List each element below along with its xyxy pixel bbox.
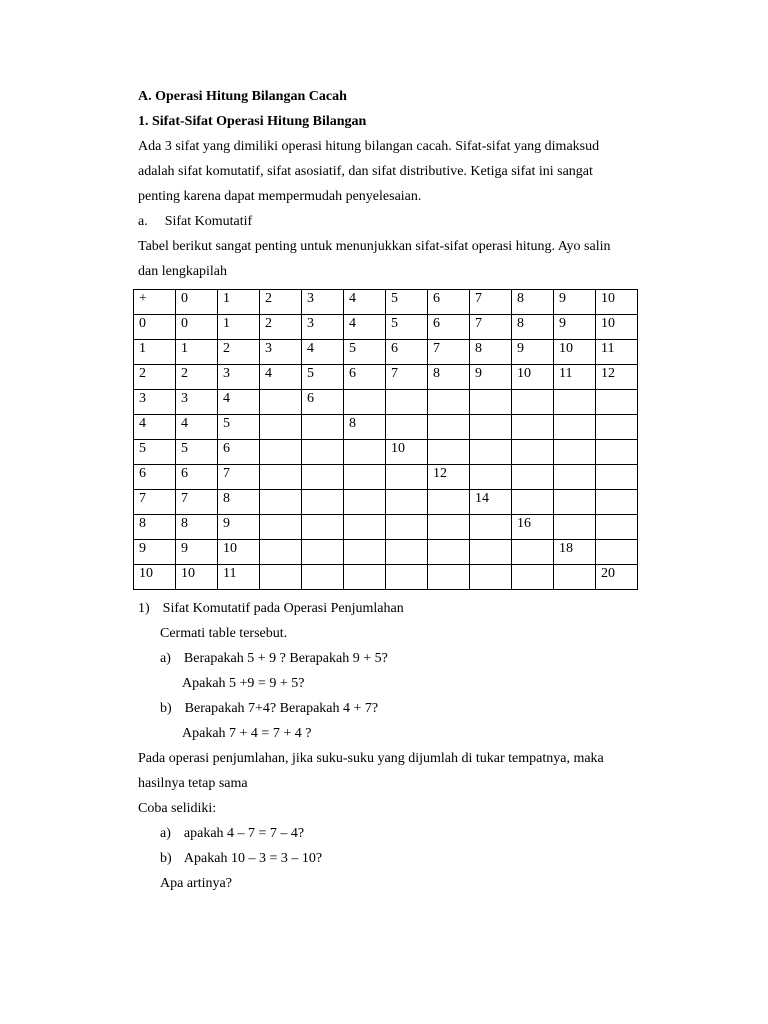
table-cell xyxy=(554,440,596,465)
table-cell xyxy=(386,465,428,490)
table-cell xyxy=(260,515,302,540)
table-cell xyxy=(386,390,428,415)
table-cell xyxy=(554,390,596,415)
intro-line-1: Ada 3 sifat yang dimiliki operasi hitung bilangan cacah. Sifat-sifat yang dimaksud xyxy=(138,139,600,154)
table-cell xyxy=(554,465,596,490)
table-cell xyxy=(344,465,386,490)
investigate-heading: Coba selidiki: xyxy=(138,801,217,816)
table-row xyxy=(134,440,638,465)
table-cell: 2 xyxy=(218,340,260,365)
table-cell: 9 xyxy=(554,315,596,340)
table-cell: 6 xyxy=(344,365,386,390)
question-a-marker: a) xyxy=(160,651,171,666)
table-cell: 1 xyxy=(218,290,260,315)
question-a-follow: Apakah 5 +9 = 9 + 5? xyxy=(182,676,305,691)
table-cell xyxy=(260,490,302,515)
section-a-text: Sifat Komutatif xyxy=(164,214,253,229)
table-row xyxy=(134,490,638,515)
table-cell: 7 xyxy=(134,490,176,515)
table-cell: 3 xyxy=(302,290,344,315)
table-cell xyxy=(386,415,428,440)
table-cell: 12 xyxy=(428,465,470,490)
table-cell: 3 xyxy=(302,315,344,340)
table-cell xyxy=(428,540,470,565)
table-cell xyxy=(260,415,302,440)
table-cell: 8 xyxy=(134,515,176,540)
intro-line-2: adalah sifat komutatif, sifat asosiatif, dan sifat distributive. Ketiga sifat ini sangat xyxy=(138,164,593,179)
table-cell: 2 xyxy=(260,315,302,340)
table-cell: 7 xyxy=(386,365,428,390)
table-cell: 5 xyxy=(176,440,218,465)
item-1-text: Sifat Komutatif pada Operasi Penjumlahan xyxy=(162,601,404,616)
table-cell: 2 xyxy=(176,365,218,390)
table-cell: 3 xyxy=(218,365,260,390)
item-1-title xyxy=(138,600,404,618)
table-cell: 10 xyxy=(218,540,260,565)
table-cell: 7 xyxy=(470,315,512,340)
table-cell xyxy=(260,390,302,415)
table-cell: 2 xyxy=(134,365,176,390)
table-cell: 1 xyxy=(134,340,176,365)
table-cell xyxy=(512,390,554,415)
table-cell xyxy=(302,515,344,540)
table-row xyxy=(134,540,638,565)
table-cell xyxy=(302,490,344,515)
table-row xyxy=(134,365,638,390)
table-cell: 4 xyxy=(260,365,302,390)
section-heading: A. Operasi Hitung Bilangan Cacah xyxy=(138,89,347,104)
table-cell xyxy=(554,490,596,515)
table-cell: 9 xyxy=(218,515,260,540)
table-cell: 6 xyxy=(218,440,260,465)
table-cell xyxy=(596,465,638,490)
investigate-a-marker: a) xyxy=(160,826,171,841)
table-intro-line-2: dan lengkapilah xyxy=(138,264,228,279)
table-cell xyxy=(260,465,302,490)
table-cell: 10 xyxy=(596,315,638,340)
intro-line-3: penting karena dapat mempermudah penyelesaian. xyxy=(138,189,422,204)
table-cell: 7 xyxy=(428,340,470,365)
table-cell xyxy=(386,540,428,565)
table-cell: 10 xyxy=(596,290,638,315)
section-a-marker: a. xyxy=(138,214,148,229)
table-cell: 18 xyxy=(554,540,596,565)
table-row xyxy=(134,515,638,540)
table-cell: 20 xyxy=(596,565,638,590)
table-cell xyxy=(428,490,470,515)
investigate-b-marker: b) xyxy=(160,851,172,866)
table-cell xyxy=(512,540,554,565)
table-cell xyxy=(596,390,638,415)
table-cell: 8 xyxy=(428,365,470,390)
table-cell: 11 xyxy=(554,365,596,390)
table-cell: 5 xyxy=(386,315,428,340)
question-b-follow: Apakah 7 + 4 = 7 + 4 ? xyxy=(182,726,312,741)
investigate-a-text: apakah 4 – 7 = 7 – 4? xyxy=(183,826,305,841)
table-cell xyxy=(470,465,512,490)
table-cell: 1 xyxy=(218,315,260,340)
table-cell: 0 xyxy=(176,315,218,340)
table-cell: 10 xyxy=(512,365,554,390)
table-cell xyxy=(470,540,512,565)
table-row xyxy=(134,315,638,340)
table-cell xyxy=(344,515,386,540)
table-cell: 4 xyxy=(218,390,260,415)
table-cell xyxy=(470,415,512,440)
table-cell: 4 xyxy=(344,315,386,340)
table-cell: 9 xyxy=(512,340,554,365)
table-cell: 8 xyxy=(176,515,218,540)
table-cell xyxy=(260,565,302,590)
table-cell: 6 xyxy=(428,290,470,315)
table-cell xyxy=(554,515,596,540)
table-cell: 4 xyxy=(176,415,218,440)
table-cell xyxy=(386,515,428,540)
table-cell xyxy=(344,440,386,465)
table-cell: 4 xyxy=(344,290,386,315)
table-cell xyxy=(596,490,638,515)
conclusion-line-1: Pada operasi penjumlahan, jika suku-suku yang dijumlah di tukar tempatnya, maka xyxy=(138,751,604,766)
table-header-row xyxy=(134,290,638,315)
table-cell xyxy=(302,565,344,590)
table-cell xyxy=(428,415,470,440)
table-cell xyxy=(596,515,638,540)
table-cell: 5 xyxy=(302,365,344,390)
table-cell: + xyxy=(134,290,176,315)
table-cell: 12 xyxy=(596,365,638,390)
table-cell xyxy=(302,465,344,490)
table-cell xyxy=(344,390,386,415)
table-cell xyxy=(596,415,638,440)
table-cell xyxy=(428,440,470,465)
table-cell: 16 xyxy=(512,515,554,540)
table-cell: 8 xyxy=(470,340,512,365)
addition-table xyxy=(133,289,638,590)
table-cell xyxy=(470,565,512,590)
table-cell: 10 xyxy=(176,565,218,590)
table-cell: 8 xyxy=(512,290,554,315)
table-cell: 7 xyxy=(470,290,512,315)
question-b-marker: b) xyxy=(160,701,172,716)
table-row xyxy=(134,415,638,440)
table-cell: 9 xyxy=(176,540,218,565)
table-cell: 5 xyxy=(344,340,386,365)
table-cell xyxy=(470,390,512,415)
table-cell: 9 xyxy=(470,365,512,390)
table-cell xyxy=(344,565,386,590)
table-cell xyxy=(302,540,344,565)
table-cell: 7 xyxy=(176,490,218,515)
section-a-title xyxy=(138,213,252,231)
table-cell: 10 xyxy=(134,565,176,590)
table-cell: 8 xyxy=(344,415,386,440)
table-cell: 8 xyxy=(218,490,260,515)
table-row xyxy=(134,565,638,590)
table-cell xyxy=(260,440,302,465)
investigate-b-text: Apakah 10 – 3 = 3 – 10? xyxy=(183,851,323,866)
table-cell xyxy=(554,565,596,590)
table-cell xyxy=(428,390,470,415)
table-cell xyxy=(386,490,428,515)
table-row xyxy=(134,390,638,415)
table-cell: 0 xyxy=(176,290,218,315)
investigate-item-a xyxy=(160,825,304,843)
table-cell: 9 xyxy=(134,540,176,565)
table-cell: 4 xyxy=(134,415,176,440)
table-cell: 5 xyxy=(134,440,176,465)
table-cell xyxy=(512,490,554,515)
table-cell: 0 xyxy=(134,315,176,340)
table-cell: 10 xyxy=(554,340,596,365)
table-cell: 14 xyxy=(470,490,512,515)
table-cell: 6 xyxy=(302,390,344,415)
table-cell xyxy=(470,515,512,540)
table-cell: 6 xyxy=(386,340,428,365)
question-b-text: Berapakah 7+4? Berapakah 4 + 7? xyxy=(184,701,379,716)
table-cell xyxy=(512,415,554,440)
table-cell: 11 xyxy=(596,340,638,365)
table-cell: 9 xyxy=(554,290,596,315)
table-row xyxy=(134,465,638,490)
question-a xyxy=(160,650,388,668)
subsection-heading: 1. Sifat-Sifat Operasi Hitung Bilangan xyxy=(138,114,367,129)
table-cell xyxy=(512,465,554,490)
closing-question: Apa artinya? xyxy=(160,876,232,891)
table-cell xyxy=(596,440,638,465)
table-cell xyxy=(344,490,386,515)
investigate-item-b xyxy=(160,850,322,868)
table-cell: 1 xyxy=(176,340,218,365)
table-intro-line-1: Tabel berikut sangat penting untuk menunjukkan sifat-sifat operasi hitung. Ayo salin xyxy=(138,239,611,254)
table-cell: 8 xyxy=(512,315,554,340)
table-cell xyxy=(260,540,302,565)
table-row xyxy=(134,340,638,365)
question-a-text: Berapakah 5 + 9 ? Berapakah 9 + 5? xyxy=(183,651,388,666)
table-cell: 3 xyxy=(134,390,176,415)
table-cell xyxy=(344,540,386,565)
table-cell xyxy=(428,515,470,540)
table-cell xyxy=(512,565,554,590)
table-cell: 10 xyxy=(386,440,428,465)
table-cell: 2 xyxy=(260,290,302,315)
table-cell: 6 xyxy=(176,465,218,490)
table-cell: 5 xyxy=(218,415,260,440)
question-b xyxy=(160,700,378,718)
table-cell: 11 xyxy=(218,565,260,590)
table-cell xyxy=(554,415,596,440)
table-cell: 4 xyxy=(302,340,344,365)
table-cell: 3 xyxy=(260,340,302,365)
table-cell: 6 xyxy=(428,315,470,340)
conclusion-line-2: hasilnya tetap sama xyxy=(138,776,248,791)
observe-instruction: Cermati table tersebut. xyxy=(160,626,288,641)
table-cell: 5 xyxy=(386,290,428,315)
table-cell xyxy=(470,440,512,465)
table-cell xyxy=(512,440,554,465)
table-cell xyxy=(428,565,470,590)
table-cell xyxy=(386,565,428,590)
table-cell: 6 xyxy=(134,465,176,490)
table-cell xyxy=(302,415,344,440)
item-1-marker: 1) xyxy=(138,601,150,616)
table-cell xyxy=(596,540,638,565)
table-cell: 3 xyxy=(176,390,218,415)
table-cell: 7 xyxy=(218,465,260,490)
table-cell xyxy=(302,440,344,465)
